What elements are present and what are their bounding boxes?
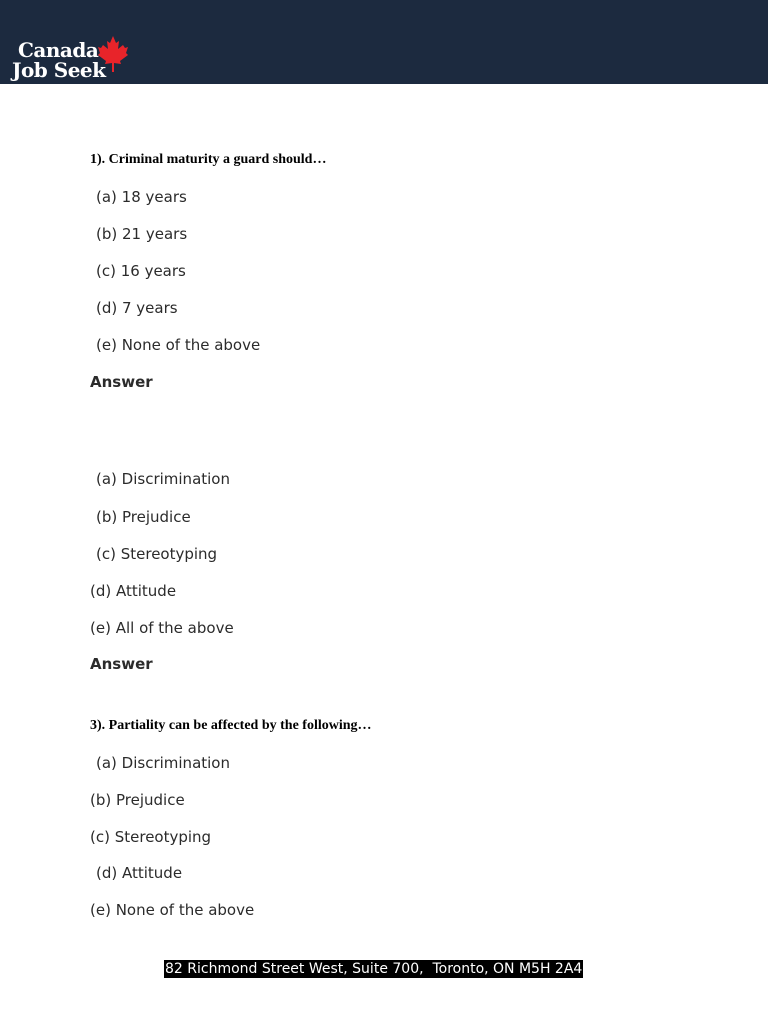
question-2-option-d: (d) Attitude bbox=[90, 582, 177, 600]
site-header bbox=[0, 0, 768, 84]
question-2-option-c: (c) Stereotyping bbox=[96, 545, 218, 563]
question-1-answer-label[interactable]: Answer bbox=[90, 373, 153, 391]
logo-text-line1: Canada bbox=[18, 38, 99, 62]
question-3-option-d: (d) Attitude bbox=[96, 864, 183, 882]
question-2-option-b: (b) Prejudice bbox=[96, 508, 191, 526]
canada-job-seek-logo[interactable] bbox=[12, 36, 132, 82]
question-1-title: 1). Criminal maturity a guard should… bbox=[90, 152, 327, 167]
logo-text-line2: Job Seek bbox=[12, 58, 106, 82]
question-3-option-e: (e) None of the above bbox=[90, 901, 255, 919]
question-2-answer-label[interactable]: Answer bbox=[90, 655, 153, 673]
question-1-option-b: (b) 21 years bbox=[96, 225, 188, 243]
maple-leaf-icon bbox=[98, 36, 128, 76]
question-1-option-c: (c) 16 years bbox=[96, 262, 186, 280]
question-1-option-d: (d) 7 years bbox=[96, 299, 178, 317]
question-2-option-a: (a) Discrimination bbox=[96, 470, 230, 488]
question-3-title: 3). Partiality can be affected by the following… bbox=[90, 718, 372, 733]
question-3-option-c: (c) Stereotyping bbox=[90, 828, 212, 846]
question-3-option-b: (b) Prejudice bbox=[90, 791, 185, 809]
question-1-option-e: (e) None of the above bbox=[96, 336, 261, 354]
question-3-option-a: (a) Discrimination bbox=[96, 754, 230, 772]
footer-address: 82 Richmond Street West, Suite 700, Toronto, ON M5H 2A4 bbox=[165, 961, 583, 977]
question-1-option-a: (a) 18 years bbox=[96, 188, 187, 206]
question-2-option-e: (e) All of the above bbox=[90, 619, 234, 637]
